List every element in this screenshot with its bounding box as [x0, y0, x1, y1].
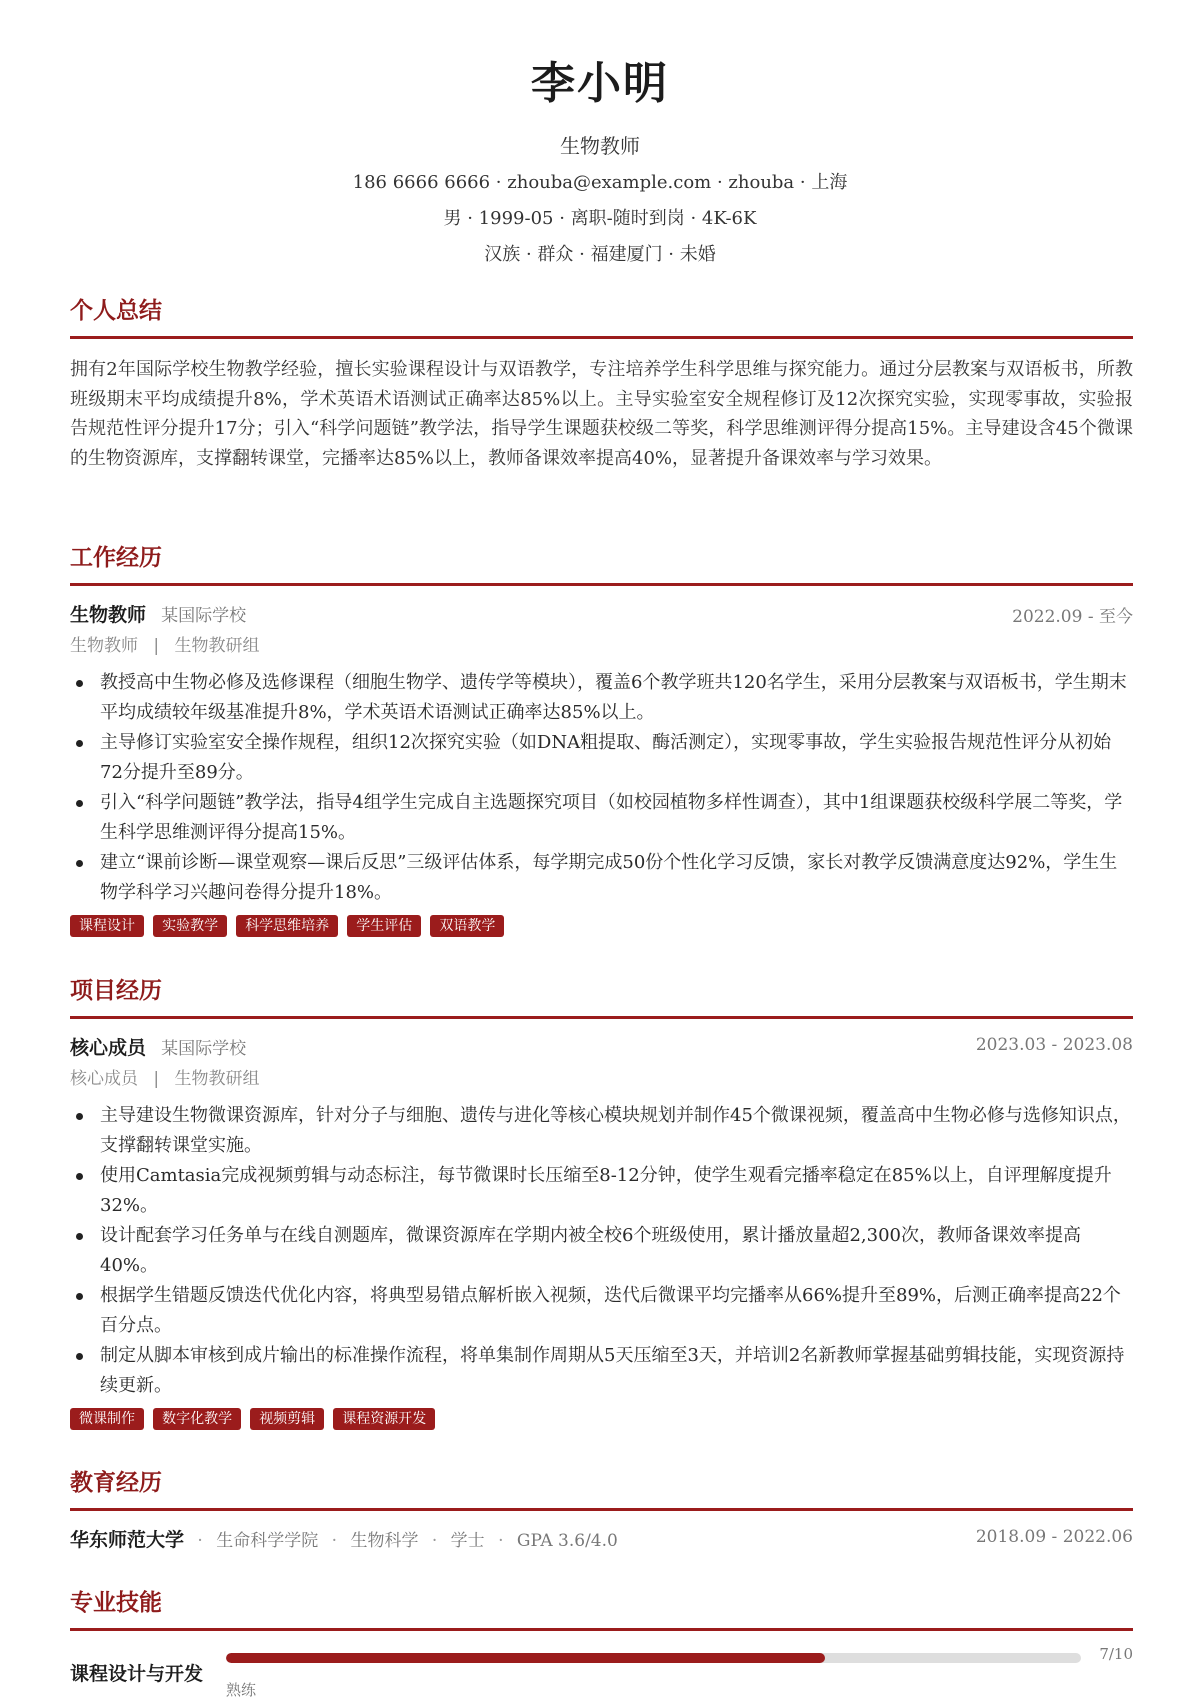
education-section: [70, 1468, 1133, 1553]
skill-progress-fill: [226, 1653, 825, 1663]
bullet-text: 设计配套学习任务单与在线自测题库，微课资源库在学期内被全校6个班级使用，累计播放量超2,300次，教师备课效率提高40%。: [100, 1225, 1081, 1276]
work-date: 2022.09 - 至今: [1012, 607, 1133, 627]
sub-department: 生物教研组: [174, 1069, 260, 1089]
section-divider: [70, 583, 1133, 586]
list-item: [70, 728, 1133, 787]
project-date: 2023.03 - 2023.08: [975, 1035, 1133, 1055]
skill-tag: 微课制作: [70, 1408, 144, 1430]
basic-info-line: 男 · 1999-05 · 离职-随时到岗 · 4K-6K: [443, 208, 757, 229]
section-title: 工作经历: [70, 544, 162, 571]
bullet-dot: [76, 1113, 83, 1120]
section-title: 教育经历: [70, 1469, 162, 1496]
skills-section: [70, 1588, 1133, 1701]
skill-tag: 视频剪辑: [250, 1408, 324, 1430]
list-item: [70, 848, 1133, 907]
skill-tag: 课程设计: [70, 915, 144, 937]
dot-separator: ·: [498, 1531, 504, 1551]
work-subline: [70, 634, 1133, 658]
section-title: 个人总结: [70, 297, 162, 324]
sub-role: 核心成员: [70, 1069, 138, 1089]
section-title: 专业技能: [70, 1589, 162, 1616]
bullet-dot: [76, 740, 83, 747]
project-tags: [70, 1408, 1133, 1434]
dot-separator: ·: [431, 1531, 438, 1551]
bullet-text: 主导修订实验室安全操作规程，组织12次探究实验（如DNA粗提取、酶活测定），实现零事故，学生实验报告规范性评分从初始72分提升至89分。: [100, 732, 1112, 783]
sub-separator: |: [153, 636, 160, 656]
skill-score: 7/10: [1099, 1645, 1133, 1663]
bullet-text: 制定从脚本审核到成片输出的标准操作流程，将单集制作周期从5天压缩至3天，并培训2名新教师掌握基础剪辑技能，实现资源持续更新。: [100, 1345, 1125, 1396]
skill-name: 课程设计与开发: [70, 1663, 204, 1685]
work-item-header: [70, 600, 1133, 630]
skill-tag: 双语教学: [430, 915, 504, 937]
project-item-header: [70, 1033, 1133, 1063]
bullet-dot: [76, 860, 83, 867]
list-item: [70, 1341, 1133, 1400]
bullet-text: 根据学生错题反馈迭代优化内容，将典型易错点解析嵌入视频，迭代后微课平均完播率从66%提升至89%，后测正确率提高22个百分点。: [100, 1285, 1121, 1336]
bullet-dot: [76, 1353, 83, 1360]
section-divider: [70, 1016, 1133, 1019]
education-date: 2018.09 - 2022.06: [975, 1527, 1133, 1547]
list-item: [70, 1101, 1133, 1160]
work-bullets: [70, 668, 1133, 907]
education-row: [70, 1525, 1133, 1553]
bullet-dot: [76, 1233, 83, 1240]
summary-section: [70, 296, 1133, 473]
employer: 某国际学校: [161, 606, 247, 626]
work-section: [70, 543, 1133, 941]
list-item: [70, 668, 1133, 727]
work-tags: [70, 915, 1133, 941]
dot-separator: ·: [197, 1531, 203, 1551]
bullet-text: 引入“科学问题链”教学法，指导4组学生完成自主选题探究项目（如校园植物多样性调查），其中1组课题获校级科学展二等奖，学生科学思维测评得分提高15%。: [100, 792, 1123, 843]
candidate-role: 生物教师: [560, 134, 640, 158]
section-divider: [70, 336, 1133, 339]
skill-tag: 实验教学: [153, 915, 227, 937]
degree: 学士: [450, 1531, 485, 1551]
list-item: [70, 1161, 1133, 1220]
section-divider: [70, 1628, 1133, 1631]
contact-line: 186 6666 6666 · zhouba@example.com · zhouba · 上海: [352, 172, 848, 193]
section-divider: [70, 1508, 1133, 1511]
bullet-dot: [76, 1173, 83, 1180]
summary-text: 拥有2年国际学校生物教学经验，擅长实验课程设计与双语教学，专注培养学生科学思维与探究能力。通过分层教案与双语板书，所教班级期末平均成绩提升8%，学术英语术语测试正确率达85%以上。主导实验室安全规程修订及12次探究实验，实现零事故，实验报告规范性评分提升17分；引入“科学问题链”教学法，指导学生课题获校级二等奖，科学思维测评得分提高15%。主导建设含45个微课的生物资源库，支撑翻转课堂，完播率达85%以上，教师备课效率提高40%，显著提升备课效率与学习效果。: [70, 359, 1133, 469]
project-org: 某国际学校: [161, 1039, 247, 1059]
personal-info-line: 汉族 · 群众 · 福建厦门 · 未婚: [484, 244, 716, 265]
skill-row: [70, 1645, 1133, 1701]
project-bullets: [70, 1101, 1133, 1400]
job-title: 生物教师: [70, 604, 147, 626]
dot-separator: ·: [331, 1531, 338, 1551]
section-title: 项目经历: [70, 977, 162, 1004]
school-name: 华东师范大学: [70, 1529, 185, 1551]
gpa: GPA 3.6/4.0: [516, 1531, 618, 1551]
sub-role: 生物教师: [70, 636, 138, 656]
project-subline: [70, 1067, 1133, 1091]
skill-level: 熟练: [226, 1681, 257, 1699]
bullet-text: 主导建设生物微课资源库，针对分子与细胞、遗传与进化等核心模块规划并制作45个微课视频，覆盖高中生物必修与选修知识点，支撑翻转课堂实施。: [100, 1105, 1131, 1156]
list-item: [70, 788, 1133, 847]
sub-department: 生物教研组: [174, 636, 260, 656]
skill-tag: 科学思维培养: [236, 915, 338, 937]
skill-tag: 学生评估: [347, 915, 421, 937]
bullet-text: 教授高中生物必修及选修课程（细胞生物学、遗传学等模块），覆盖6个教学班共120名学生，采用分层教案与双语板书，学生期末平均成绩较年级基准提升8%，学术英语术语测试正确率达85%以上。: [100, 672, 1127, 723]
bullet-dot: [76, 800, 83, 807]
skill-progress-track: [226, 1653, 1081, 1663]
sub-separator: |: [153, 1069, 160, 1089]
candidate-name: 李小明: [531, 58, 669, 109]
project-role-title: 核心成员: [70, 1037, 147, 1059]
bullet-dot: [76, 680, 83, 687]
list-item: [70, 1281, 1133, 1340]
college-name: 生命科学学院: [216, 1531, 319, 1551]
major-name: 生物科学: [350, 1531, 419, 1551]
bullet-text: 使用Camtasia完成视频剪辑与动态标注，每节微课时长压缩至8-12分钟，使学生观看完播率稳定在85%以上，自评理解度提升32%。: [100, 1165, 1112, 1216]
project-section: [70, 976, 1133, 1434]
skill-tag: 课程资源开发: [333, 1408, 435, 1430]
bullet-dot: [76, 1293, 83, 1300]
skill-tag: 数字化教学: [153, 1408, 241, 1430]
bullet-text: 建立“课前诊断—课堂观察—课后反思”三级评估体系，每学期完成50份个性化学习反馈，家长对教学反馈满意度达92%，学生生物学科学习兴趣问卷得分提升18%。: [100, 852, 1118, 903]
resume-header: [0, 0, 1200, 268]
list-item: [70, 1221, 1133, 1280]
